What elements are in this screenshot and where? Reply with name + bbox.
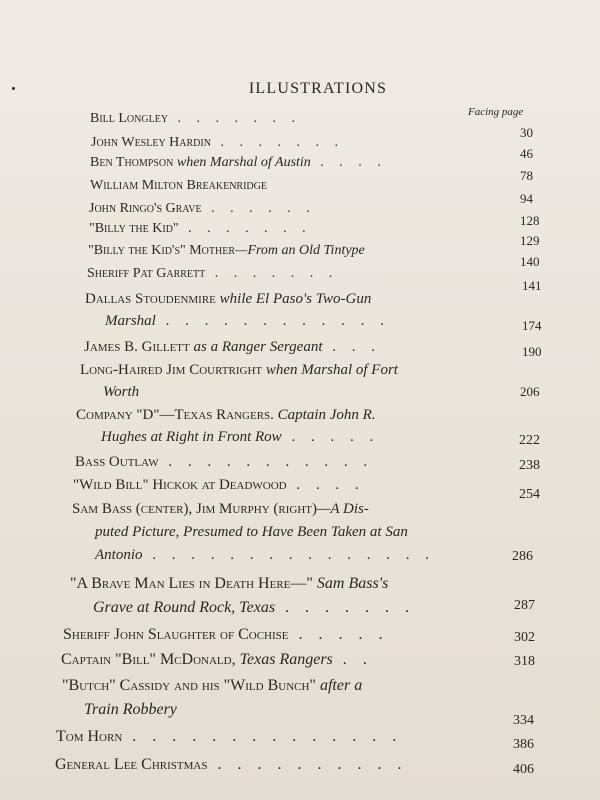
page-number: 386 <box>513 737 534 752</box>
illustration-title <box>89 201 202 216</box>
page-number: 78 <box>520 168 533 183</box>
illustration-entry-line <box>55 756 407 774</box>
dot-leaders: . . . . . . . . . . . <box>158 454 374 470</box>
illustration-entry-line <box>84 701 177 719</box>
illustration-entry-line <box>91 135 344 151</box>
caption-text: "A Brave Man Lies in Death Here—" <box>70 575 317 592</box>
illustration-title <box>70 575 388 592</box>
caption-text: Bill Longley <box>90 111 169 126</box>
illustration-entry-line <box>89 221 312 237</box>
italic-caption: after a <box>319 677 363 694</box>
caption-text: "Wild Bill" Hickok at Deadwood <box>73 477 287 493</box>
illustration-entry-line <box>87 266 338 282</box>
illustration-title <box>88 243 365 258</box>
illustration-title <box>63 626 288 643</box>
illustration-title <box>90 111 168 126</box>
page-number: 286 <box>512 549 533 564</box>
caption-text: "Butch" Cassidy and his "Wild Bunch" <box>62 677 320 694</box>
dot-leaders: . . . . <box>286 477 365 493</box>
page-number: 94 <box>520 191 533 206</box>
illustration-entry-line <box>72 501 369 518</box>
page-number: 238 <box>519 458 540 473</box>
italic-caption: when Marshal of Austin <box>176 155 311 170</box>
illustration-title <box>89 221 179 236</box>
illustration-title <box>56 728 122 745</box>
illustration-entry-line <box>95 547 435 564</box>
italic-caption: Sam Bass's <box>316 575 389 592</box>
page-number: 174 <box>522 318 542 333</box>
caption-text: General Lee Christmas <box>55 756 208 773</box>
page-number: 140 <box>520 254 540 269</box>
caption-text: "Billy the Kid" <box>89 221 179 236</box>
illustration-title <box>62 677 362 694</box>
illustration-entry-line <box>101 429 379 446</box>
caption-text: "Billy the Kid's" Mother <box>88 243 235 258</box>
italic-caption: Texas Rangers <box>239 651 333 668</box>
illustration-entry-line <box>84 339 381 356</box>
dot-leaders: . . . <box>322 339 382 355</box>
caption-text: Sheriff Pat Garrett <box>87 266 206 281</box>
page-number: 287 <box>514 598 535 613</box>
illustration-entry-line <box>73 477 365 494</box>
illustration-title <box>75 454 159 470</box>
illustration-title <box>95 547 143 563</box>
illustration-entry-line <box>103 384 139 401</box>
caption-text: John Wesley Hardin <box>91 135 211 150</box>
page-number: 254 <box>519 487 540 502</box>
italic-caption: Worth <box>103 384 140 400</box>
illustration-entry-line <box>80 362 398 379</box>
italic-caption: Train Robbery <box>84 701 177 718</box>
dot-leaders: . . . . . . . . . . . . . . . <box>142 547 435 563</box>
page-number: 222 <box>519 433 540 448</box>
illustration-title <box>85 291 371 307</box>
illustration-title <box>80 362 398 378</box>
illustration-entry-line <box>70 575 388 593</box>
dot-leaders: . . . . . . . <box>210 135 344 150</box>
illustration-title <box>105 313 156 329</box>
last-page-number: 406 <box>513 762 534 777</box>
caption-text: Long-Haired Jim Courtright <box>80 362 266 378</box>
illustration-title <box>90 178 267 193</box>
italic-caption: when Marshal of Fort <box>265 362 398 378</box>
italic-caption: Grave at Round Rock, Texas <box>93 599 276 616</box>
italic-caption: —A Dis- <box>317 501 369 517</box>
illustration-title <box>101 429 282 445</box>
illustration-entry-line <box>89 201 316 217</box>
illustration-title <box>76 407 376 423</box>
dot-leaders: . . . . . . . . . . . . . . <box>122 728 403 745</box>
page-number: 129 <box>520 233 540 248</box>
page-number: 206 <box>520 384 540 399</box>
dot-leaders: . . . . . . . <box>205 266 339 281</box>
illustration-entry-line <box>90 155 387 171</box>
illustration-title <box>91 135 211 150</box>
page-number: 334 <box>513 713 534 728</box>
dot-leaders: . . <box>332 651 373 668</box>
illustration-title <box>90 155 311 170</box>
illustration-title <box>93 599 275 616</box>
caption-text: Bass Outlaw <box>75 454 159 470</box>
caption-text: William Milton Breakenridge <box>90 178 267 193</box>
dot-leaders: . . . . . . . <box>178 221 312 236</box>
illustration-entry-line <box>90 178 267 194</box>
dot-leaders: . . . . . <box>281 429 380 445</box>
facing-page-label: Facing page <box>468 106 524 118</box>
illustration-entry-line <box>61 651 373 669</box>
italic-caption: as a Ranger Sergeant <box>193 339 323 355</box>
illustration-entry-line <box>76 407 376 424</box>
italic-caption: puted Picture, Presumed to Have Been Taken at San <box>95 524 408 540</box>
dot-leaders: . . . . . . . <box>275 599 416 616</box>
caption-text: Tom Horn <box>56 728 123 745</box>
illustration-title <box>95 524 408 540</box>
page-number: 302 <box>514 630 535 645</box>
illustration-title <box>84 701 177 718</box>
page-number: 190 <box>522 344 542 359</box>
illustration-entry-line <box>56 728 402 746</box>
illustration-entry-line <box>90 111 301 127</box>
caption-text: John Ringo's Grave <box>89 201 202 216</box>
italic-caption: Antonio <box>95 547 143 563</box>
italic-caption: Captain John R. <box>277 407 376 423</box>
caption-text: Company "D"—Texas Rangers. <box>76 407 278 423</box>
dot-leaders: . . . . . . . . . . <box>207 756 408 773</box>
illustration-entry-line <box>95 524 408 541</box>
caption-text: Captain "Bill" McDonald, <box>61 651 240 668</box>
dot-leaders: . . . . . . <box>201 201 316 216</box>
illustration-entry-line <box>85 291 371 308</box>
page-title: ILLUSTRATIONS <box>248 80 388 97</box>
caption-text: Ben Thompson <box>90 155 177 170</box>
illustration-title <box>61 651 333 668</box>
illustration-entry-line <box>75 454 373 471</box>
italic-caption: Marshal <box>105 313 156 329</box>
page-number: 30 <box>520 125 533 140</box>
illustration-title <box>73 477 287 493</box>
illustration-entry-line <box>62 677 362 695</box>
dot-leaders: . . . . . . . <box>168 111 302 126</box>
caption-text: Sheriff John Slaughter of Cochise <box>63 626 289 643</box>
italic-caption: while El Paso's Two-Gun <box>219 291 372 307</box>
illustration-title <box>87 266 205 281</box>
illustration-title <box>55 756 207 773</box>
illustration-title <box>103 384 139 400</box>
caption-text: Sam Bass (center), Jim Murphy (right) <box>72 501 318 517</box>
dot-leaders: . . . . . <box>288 626 389 643</box>
illustration-title <box>84 339 323 355</box>
page-number: 128 <box>520 213 540 228</box>
caption-text: Dallas Stoudenmire <box>85 291 220 307</box>
illustration-entry-line <box>105 313 390 330</box>
italic-caption: Hughes at Right in Front Row <box>101 429 282 445</box>
illustration-entry-line <box>93 599 415 617</box>
illustration-entry-line <box>88 243 365 259</box>
page-number: 46 <box>520 146 533 161</box>
dot-leaders: . . . . . . . . . . . . <box>155 313 390 329</box>
italic-caption: —From an Old Tintype <box>235 243 365 258</box>
illustration-title <box>72 501 369 517</box>
caption-text: James B. Gillett <box>84 339 194 355</box>
page-number: 318 <box>514 654 535 669</box>
dot-leaders: . . . . <box>310 155 387 170</box>
illustration-entry-line <box>63 626 388 644</box>
page-number: 141 <box>522 278 542 293</box>
